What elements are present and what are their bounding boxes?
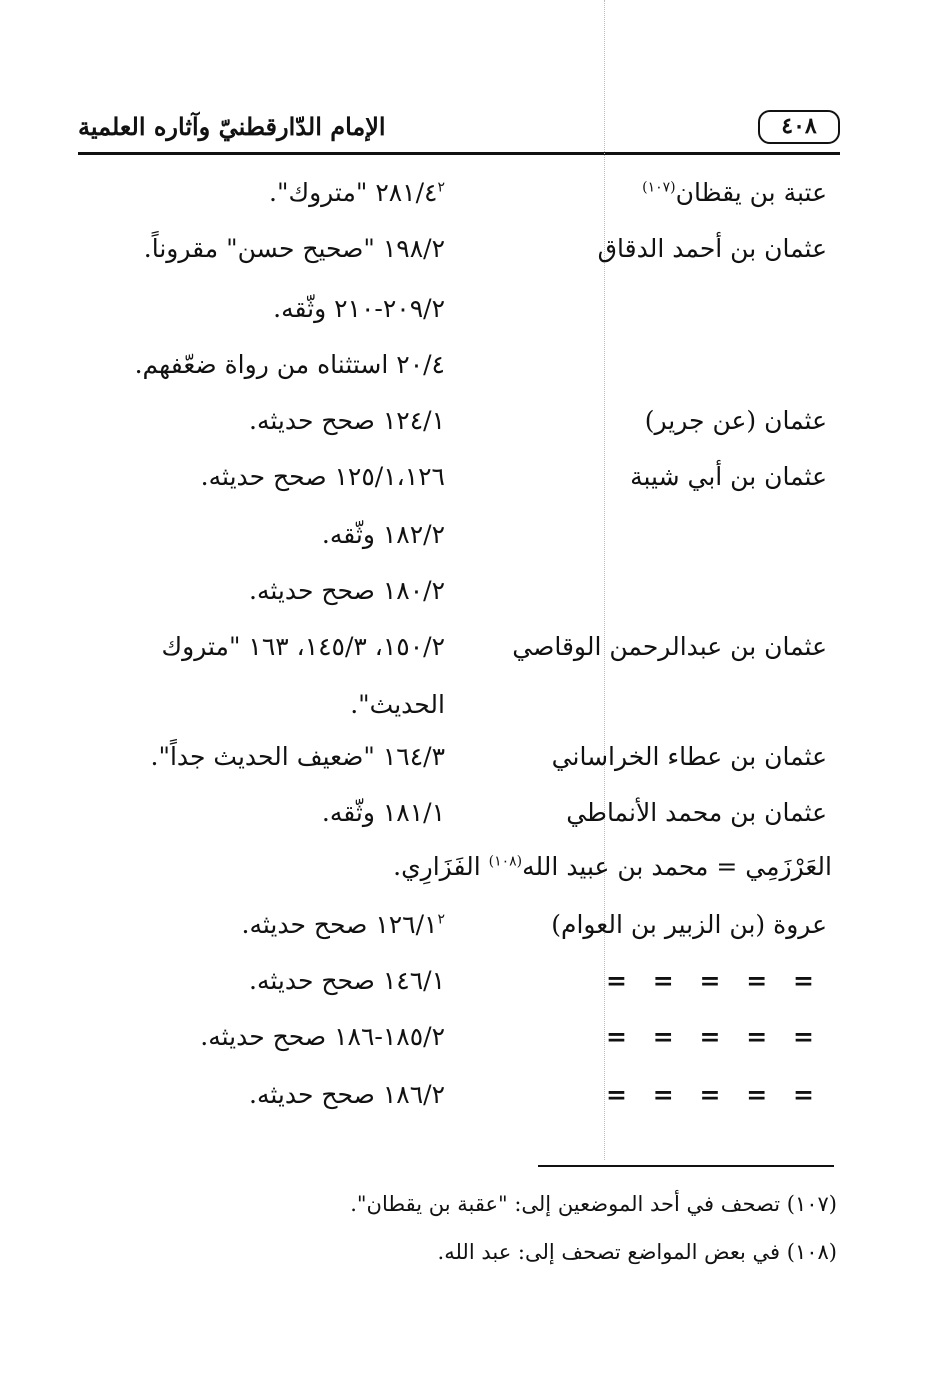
narrator-name: عثمان بن أحمد الدقاق: [597, 234, 827, 263]
ditto-mark: =: [793, 966, 814, 995]
entry-row: [0, 690, 942, 738]
entry-reference: ١٨٥/٢-١٨٦ صحح حديثه.: [200, 1022, 445, 1051]
entry-row: [0, 520, 942, 568]
entry-reference: $١٢٦/١^٢$ صحح حديثه.: [241, 910, 445, 939]
entry-row: [0, 798, 942, 846]
entry-reference: ١٨١/١ وثّقه.: [321, 798, 445, 827]
entry-row: [0, 294, 942, 342]
ditto-mark: =: [746, 1022, 768, 1051]
footnote-rule: [538, 1165, 834, 1167]
ditto-mark: =: [652, 966, 674, 995]
ditto-mark: =: [699, 1022, 721, 1051]
narrator-name: عثمان بن محمد الأنماطي: [566, 798, 827, 827]
ditto-marks: [606, 966, 814, 995]
entry-reference: ١٢٥/١،١٢٦ صحح حديثه.: [200, 462, 445, 491]
cross-reference-entry: العَرْزَمِي = محمد بن عبيد الله$^{(١٠٨)}$ الفَزَارِي.: [393, 852, 832, 881]
entry-reference: ١٨٠/٢ صحح حديثه.: [249, 576, 445, 605]
entry-reference: ١٥٠/٢، ١٤٥/٣، ١٦٣ "متروك: [161, 632, 445, 661]
narrator-name: عتبة بن يقظان$^{(١٠٧)}$: [642, 178, 827, 207]
footnote-marker: (١٠٧): [642, 179, 676, 196]
entry-row: [0, 350, 942, 398]
entry-row: [0, 462, 942, 510]
entry-row: [0, 852, 942, 900]
entry-reference: الحديث".: [350, 690, 445, 719]
entry-reference: ٢٠/٤ استثناه من رواة ضعّفهم.: [134, 350, 445, 379]
entry-row: [0, 234, 942, 282]
ditto-mark: =: [746, 1080, 768, 1109]
ditto-mark: =: [652, 1022, 674, 1051]
entry-reference: ١٤٦/١ صحح حديثه.: [249, 966, 445, 995]
entry-reference: ١٦٤/٣ "ضعيف الحديث جداً".: [150, 742, 445, 771]
page-header: [78, 106, 840, 156]
ditto-mark: =: [606, 966, 627, 995]
entry-row: [0, 910, 942, 958]
entry-reference: ١٩٨/٢ "صحيح حسن" مقروناً.: [143, 234, 445, 263]
narrator-name: عروة (بن الزبير بن العوام): [551, 910, 827, 939]
entry-row: [0, 742, 942, 790]
ditto-marks: [606, 1022, 814, 1051]
ditto-mark: =: [699, 966, 721, 995]
narrator-name: عثمان بن عطاء الخراساني: [551, 742, 827, 771]
entry-reference: ٢٠٩/٢-٢١٠ وثّقه.: [273, 294, 445, 323]
ditto-mark: =: [606, 1022, 627, 1051]
footnote: (١٠٧) تصحف في أحد الموضعين إلى: "عقبة بن يقطان".: [350, 1192, 837, 1216]
entry-row: [0, 178, 942, 226]
entry-row: [0, 576, 942, 624]
header-rule: [78, 152, 840, 155]
ditto-mark: =: [793, 1080, 814, 1109]
entry-row: [0, 406, 942, 454]
narrator-name: عثمان بن أبي شيبة: [630, 462, 827, 491]
narrator-name: عثمان بن عبدالرحمن الوقاصي: [512, 632, 827, 661]
entry-row: [0, 632, 942, 680]
ditto-mark: =: [652, 1080, 674, 1109]
narrator-name: عثمان (عن جرير): [644, 406, 827, 435]
footnote: (١٠٨) في بعض المواضع تصحف إلى: عبد الله.: [437, 1240, 837, 1264]
page-number: ٤٠٨: [758, 110, 840, 144]
ditto-mark: =: [793, 1022, 814, 1051]
entry-row: [0, 1080, 942, 1128]
entry-reference: ١٨٢/٢ وثّقه.: [321, 520, 445, 549]
entry-reference: ١٢٤/١ صحح حديثه.: [249, 406, 445, 435]
entry-reference: $٢٨١/٤^٢$ "متروك".: [269, 178, 445, 207]
entry-row: [0, 966, 942, 1014]
ditto-marks: [606, 1080, 814, 1109]
ditto-mark: =: [746, 966, 768, 995]
entry-row: [0, 1022, 942, 1070]
ditto-mark: =: [699, 1080, 721, 1109]
footnote-marker: (١٠٨): [488, 853, 523, 870]
running-title: الإمام الدّارقطنيّ وآثاره العلمية: [78, 112, 386, 141]
entry-reference: ١٨٦/٢ صحح حديثه.: [249, 1080, 445, 1109]
ditto-mark: =: [606, 1080, 627, 1109]
